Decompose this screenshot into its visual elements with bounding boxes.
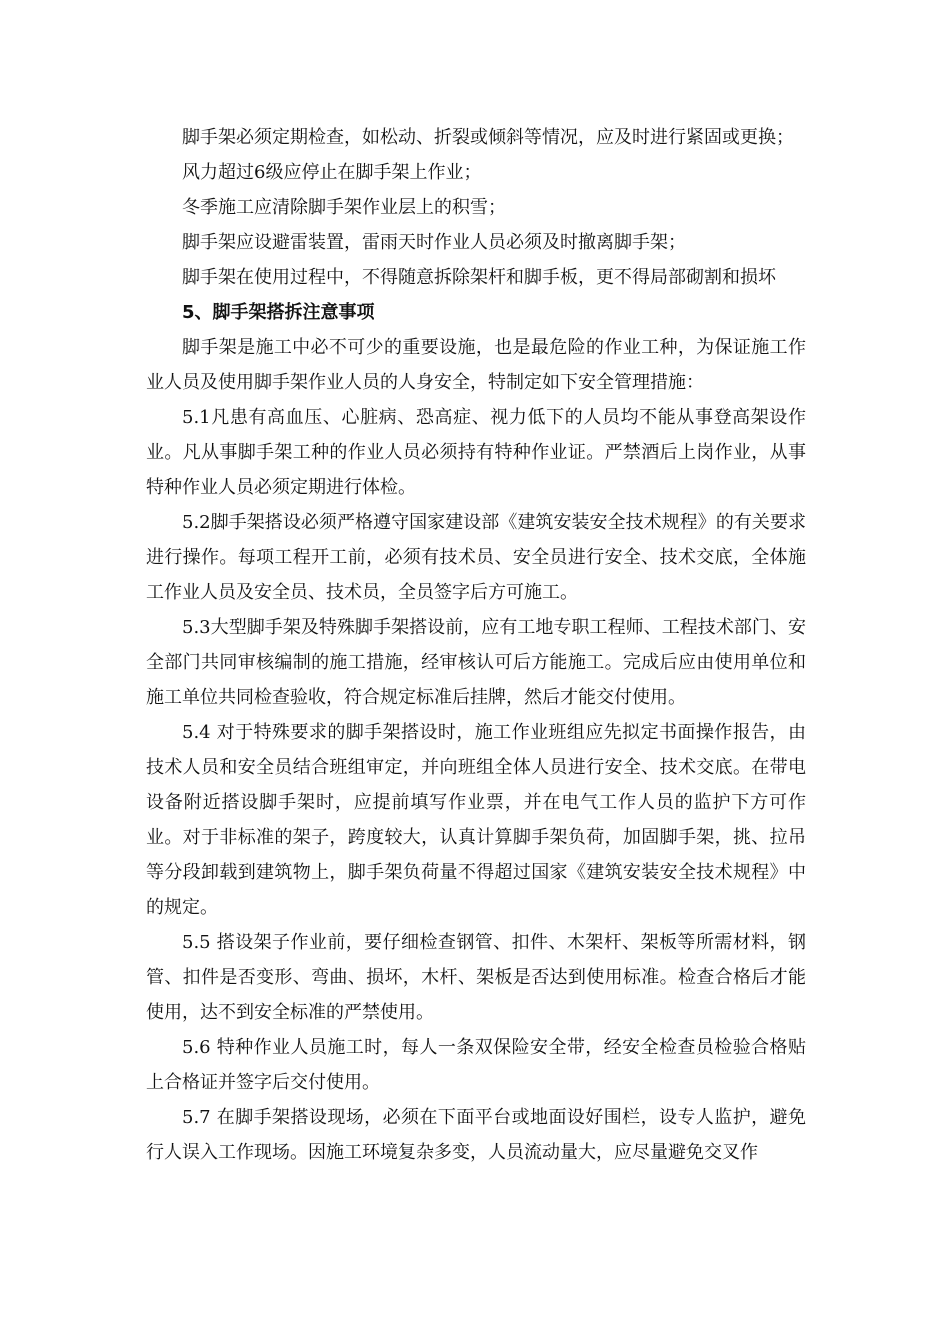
- text-line: 风力超过6级应停止在脚手架上作业；: [182, 162, 482, 183]
- paragraph-5-1: 5.1凡患有高血压、心脏病、恐高症、视力低下的人员均不能从事登高架设作业。凡从事脚手架工种的作业人员必须持有特种作业证。严禁酒后上岗作业，从事特种作业人员必须定期进行体检。: [146, 407, 806, 498]
- paragraph-intro: 脚手架是施工中必不可少的重要设施，也是最危险的作业工种，为保证施工作业人员及使用脚手架作业人员的人身安全，特制定如下安全管理措施：: [146, 337, 806, 393]
- paragraph-5-3: 5.3大型脚手架及特殊脚手架搭设前，应有工地专职工程师、工程技术部门、安全部门共同审核编制的施工措施，经审核认可后方能施工。完成后应由使用单位和施工单位共同检查验收，符合规定标准后挂牌，然后才能交付使用。: [146, 617, 806, 708]
- paragraph-5-5: 5.5 搭设架子作业前，要仔细检查钢管、扣件、木架杆、架板等所需材料，钢管、扣件是否变形、弯曲、损坏，木杆、架板是否达到使用标准。检查合格后才能使用，达不到安全标准的严禁使用。: [146, 932, 806, 1023]
- text-line: 脚手架应设避雷装置，雷雨天时作业人员必须及时撤离脚手架；: [182, 232, 686, 253]
- paragraph-5-4: 5.4 对于特殊要求的脚手架搭设时，施工作业班组应先拟定书面操作报告，由技术人员和安全员结合班组审定，并向班组全体人员进行安全、技术交底。在带电设备附近搭设脚手架时，应提前填写作业票，并在电气工作人员的监护下方可作业。对于非标准的架子，跨度较大，认真计算脚手架负荷，加固脚手架，挑、拉吊等分段卸载到建筑物上，脚手架负荷量不得超过国家《建筑安装安全技术规程》中的规定。: [146, 722, 806, 918]
- paragraph-5-2: 5.2脚手架搭设必须严格遵守国家建设部《建筑安装安全技术规程》的有关要求进行操作。每项工程开工前，必须有技术员、安全员进行安全、技术交底，全体施工作业人员及安全员、技术员，全员签字后方可施工。: [146, 512, 806, 603]
- document-body: [146, 120, 806, 1170]
- paragraph-5-6: 5.6 特种作业人员施工时，每人一条双保险安全带，经安全检查员检验合格贴上合格证并签字后交付使用。: [146, 1037, 806, 1093]
- text-line: 脚手架必须定期检查，如松动、折裂或倾斜等情况，应及时进行紧固或更换；: [182, 127, 794, 148]
- section-heading: 5、脚手架搭拆注意事项: [182, 302, 375, 323]
- paragraph-5-7: 5.7 在脚手架搭设现场，必须在下面平台或地面设好围栏，设专人监护，避免行人误入工作现场。因施工环境复杂多变，人员流动量大，应尽量避免交叉作: [146, 1107, 806, 1163]
- text-line: 冬季施工应清除脚手架作业层上的积雪；: [182, 197, 506, 218]
- text-line: 脚手架在使用过程中，不得随意拆除架杆和脚手板，更不得局部砌割和损坏: [182, 267, 776, 288]
